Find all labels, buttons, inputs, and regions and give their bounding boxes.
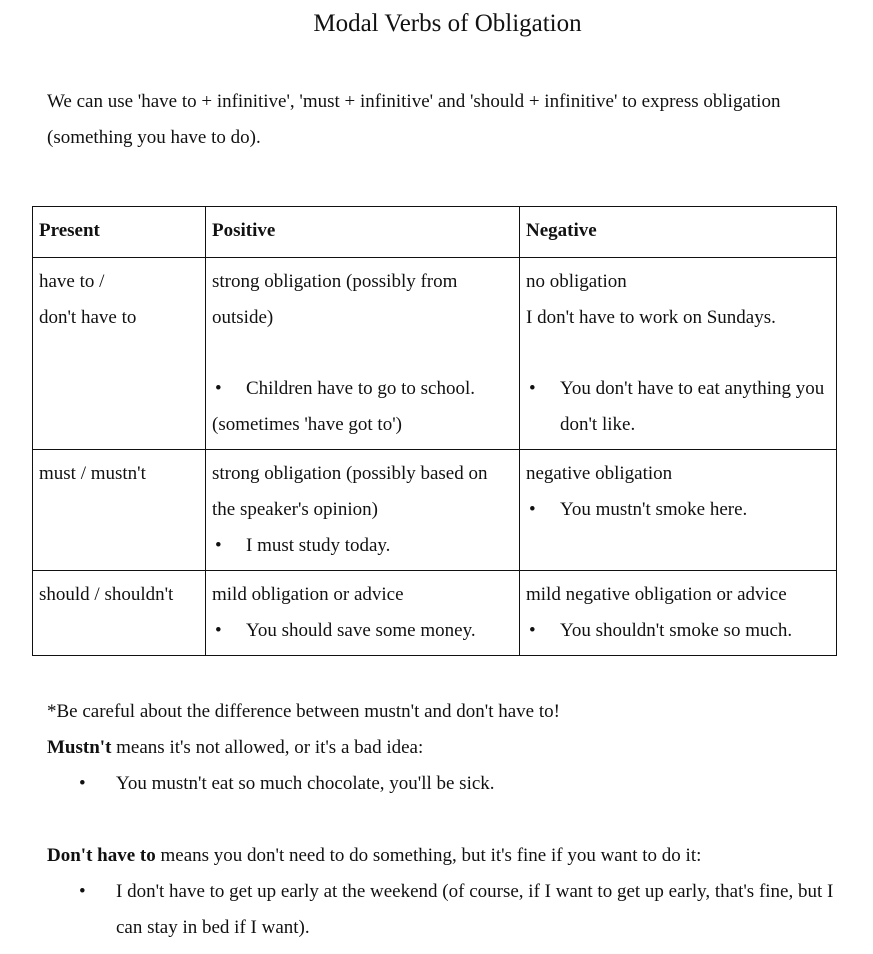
- cell-negative: [520, 571, 837, 656]
- donthave-example: • I don't have to get up early at the weekend (of course, if I want to get up early, that's fine, but I can stay in bed if I want).: [47, 874, 837, 946]
- positive-example: • Children have to go to school.: [212, 371, 514, 407]
- notes-section: [47, 694, 837, 946]
- present-text: have to /: [39, 271, 105, 292]
- mustnt-explanation: means it's not allowed, or it's a bad idea:: [111, 737, 424, 758]
- positive-example: • I must study today.: [212, 528, 514, 564]
- modal-verbs-table: [32, 206, 837, 656]
- cell-positive: [206, 571, 520, 656]
- present-text: don't have to: [39, 307, 137, 328]
- cell-present: must / mustn't: [33, 450, 206, 571]
- mustnt-example: • You mustn't eat so much chocolate, you'll be sick.: [47, 766, 837, 802]
- table-row: [33, 571, 837, 656]
- cell-present: should / shouldn't: [33, 571, 206, 656]
- negative-example: • You don't have to eat anything you don't like.: [526, 371, 831, 443]
- donthave-definition: [47, 838, 837, 874]
- page-title: Modal Verbs of Obligation: [313, 10, 582, 37]
- negative-text: I don't have to work on Sundays.: [526, 307, 776, 328]
- cell-positive: [206, 258, 520, 450]
- negative-text: mild negative obligation or advice: [526, 584, 787, 605]
- header-present: Present: [33, 207, 206, 258]
- cell-negative: [520, 450, 837, 571]
- positive-example: • You should save some money.: [212, 613, 514, 649]
- positive-note: (sometimes 'have got to'): [212, 414, 402, 435]
- mustnt-term: Mustn't: [47, 737, 112, 758]
- positive-text: mild obligation or advice: [212, 584, 404, 605]
- cell-negative: [520, 258, 837, 450]
- table-header-row: [33, 207, 837, 258]
- negative-text: no obligation: [526, 271, 627, 292]
- positive-text: strong obligation (possibly based on the speaker's opinion): [212, 463, 488, 520]
- table-row: [33, 258, 837, 450]
- cell-present: [33, 258, 206, 450]
- table-row: [33, 450, 837, 571]
- negative-text: negative obligation: [526, 463, 673, 484]
- cell-positive: [206, 450, 520, 571]
- negative-example: • You mustn't smoke here.: [526, 492, 831, 528]
- header-positive: Positive: [206, 207, 520, 258]
- negative-example: • You shouldn't smoke so much.: [526, 613, 831, 649]
- donthave-term: Don't have to: [47, 845, 156, 866]
- header-negative: Negative: [520, 207, 837, 258]
- intro-paragraph: We can use 'have to + infinitive', 'must + infinitive' and 'should + infinitive' to express obligation (something you have to do).: [47, 91, 781, 148]
- positive-text: strong obligation (possibly from outside): [212, 271, 458, 328]
- donthave-explanation: means you don't need to do something, but it's fine if you want to do it:: [155, 845, 702, 866]
- careful-note: *Be careful about the difference between mustn't and don't have to!: [47, 701, 560, 722]
- mustnt-definition: [47, 730, 837, 766]
